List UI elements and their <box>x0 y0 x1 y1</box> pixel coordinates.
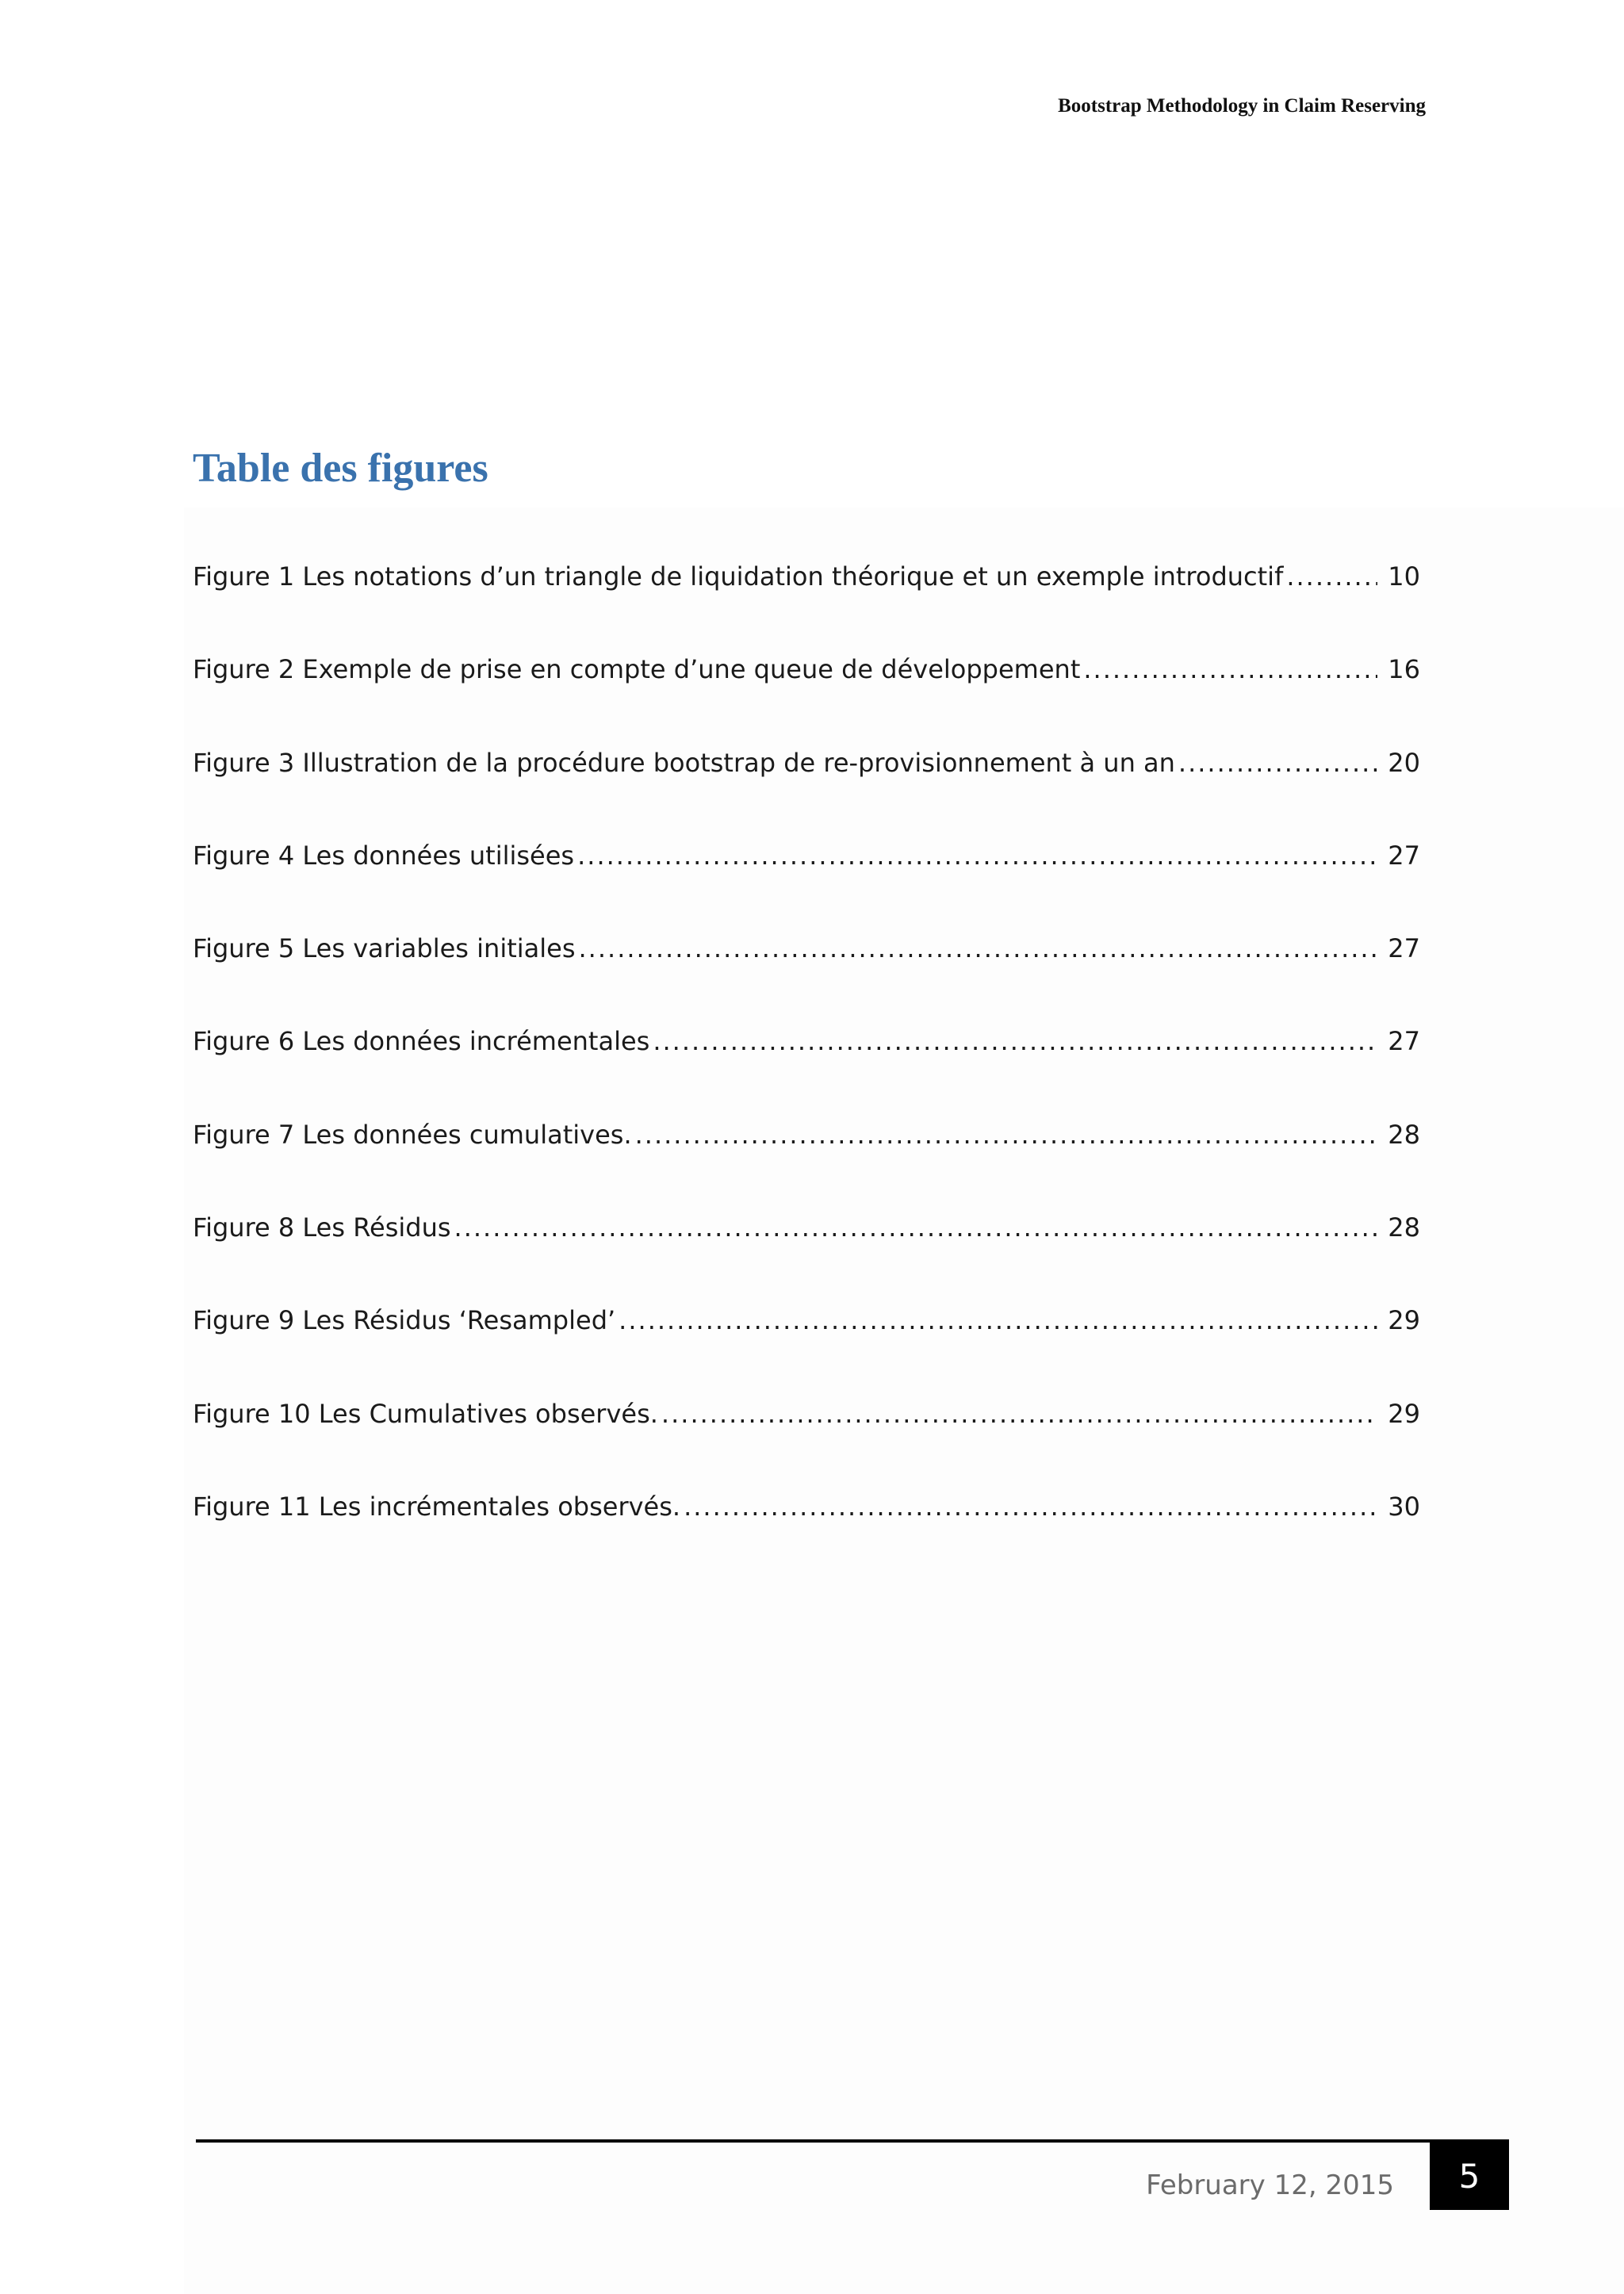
toc-entry-figure-6[interactable] <box>193 1026 1420 1119</box>
toc-entry-label: Figure 6 Les données incrémentales <box>193 1026 650 1057</box>
table-of-figures <box>193 561 1420 1584</box>
toc-entry-label: Figure 5 Les variables initiales <box>193 933 576 964</box>
toc-entry-page: 28 <box>1388 1119 1420 1150</box>
toc-title: Table des figures <box>193 446 488 491</box>
toc-entry-label: Figure 7 Les données cumulatives. <box>193 1119 632 1150</box>
toc-entry-page: 16 <box>1388 654 1420 685</box>
running-header: Bootstrap Methodology in Claim Reserving <box>1058 95 1426 117</box>
toc-entry-label: Figure 11 Les incrémentales observés. <box>193 1491 681 1522</box>
toc-entry-label: Figure 2 Exemple de prise en compte d’une queue de développement <box>193 654 1081 685</box>
toc-entry-label: Figure 3 Illustration de la procédure bootstrap de re-provisionnement à un an <box>193 747 1175 778</box>
toc-entry-page: 27 <box>1388 933 1420 964</box>
dot-leader <box>579 933 1378 963</box>
dot-leader <box>661 1399 1377 1429</box>
toc-entry-figure-3[interactable] <box>193 748 1420 841</box>
toc-entry-page: 27 <box>1388 1026 1420 1057</box>
footer-date: February 12, 2015 <box>1146 2170 1394 2201</box>
toc-entry-figure-11[interactable] <box>193 1492 1420 1584</box>
page-number-badge: 5 <box>1430 2142 1509 2210</box>
toc-entry-label: Figure 10 Les Cumulatives observés. <box>193 1398 658 1429</box>
dot-leader <box>454 1212 1377 1243</box>
toc-entry-figure-7[interactable] <box>193 1120 1420 1212</box>
toc-entry-figure-1[interactable] <box>193 561 1420 654</box>
dot-leader <box>1178 748 1377 778</box>
toc-entry-figure-4[interactable] <box>193 841 1420 933</box>
toc-entry-page: 20 <box>1388 747 1420 778</box>
toc-entry-label: Figure 9 Les Résidus ‘Resampled’ <box>193 1305 616 1336</box>
dot-leader <box>577 841 1377 871</box>
toc-entry-label: Figure 1 Les notations d’un triangle de liquidation théorique et un exemple introductif <box>193 561 1284 592</box>
toc-entry-page: 29 <box>1388 1305 1420 1336</box>
dot-leader <box>1083 654 1377 684</box>
toc-entry-page: 28 <box>1388 1212 1420 1243</box>
dot-leader <box>684 1492 1377 1522</box>
toc-entry-page: 27 <box>1388 840 1420 871</box>
toc-entry-figure-2[interactable] <box>193 654 1420 747</box>
toc-entry-page: 29 <box>1388 1398 1420 1429</box>
dot-leader <box>653 1026 1377 1056</box>
toc-entry-figure-9[interactable] <box>193 1305 1420 1398</box>
dot-leader <box>1286 561 1377 592</box>
footer-rule <box>196 2139 1509 2143</box>
toc-entry-figure-10[interactable] <box>193 1399 1420 1492</box>
dot-leader <box>635 1120 1377 1150</box>
toc-entry-page: 10 <box>1388 561 1420 592</box>
dot-leader <box>619 1305 1377 1335</box>
toc-entry-figure-5[interactable] <box>193 933 1420 1026</box>
toc-entry-figure-8[interactable] <box>193 1212 1420 1305</box>
toc-entry-label: Figure 4 Les données utilisées <box>193 840 575 871</box>
toc-entry-page: 30 <box>1388 1491 1420 1522</box>
toc-entry-label: Figure 8 Les Résidus <box>193 1212 451 1243</box>
